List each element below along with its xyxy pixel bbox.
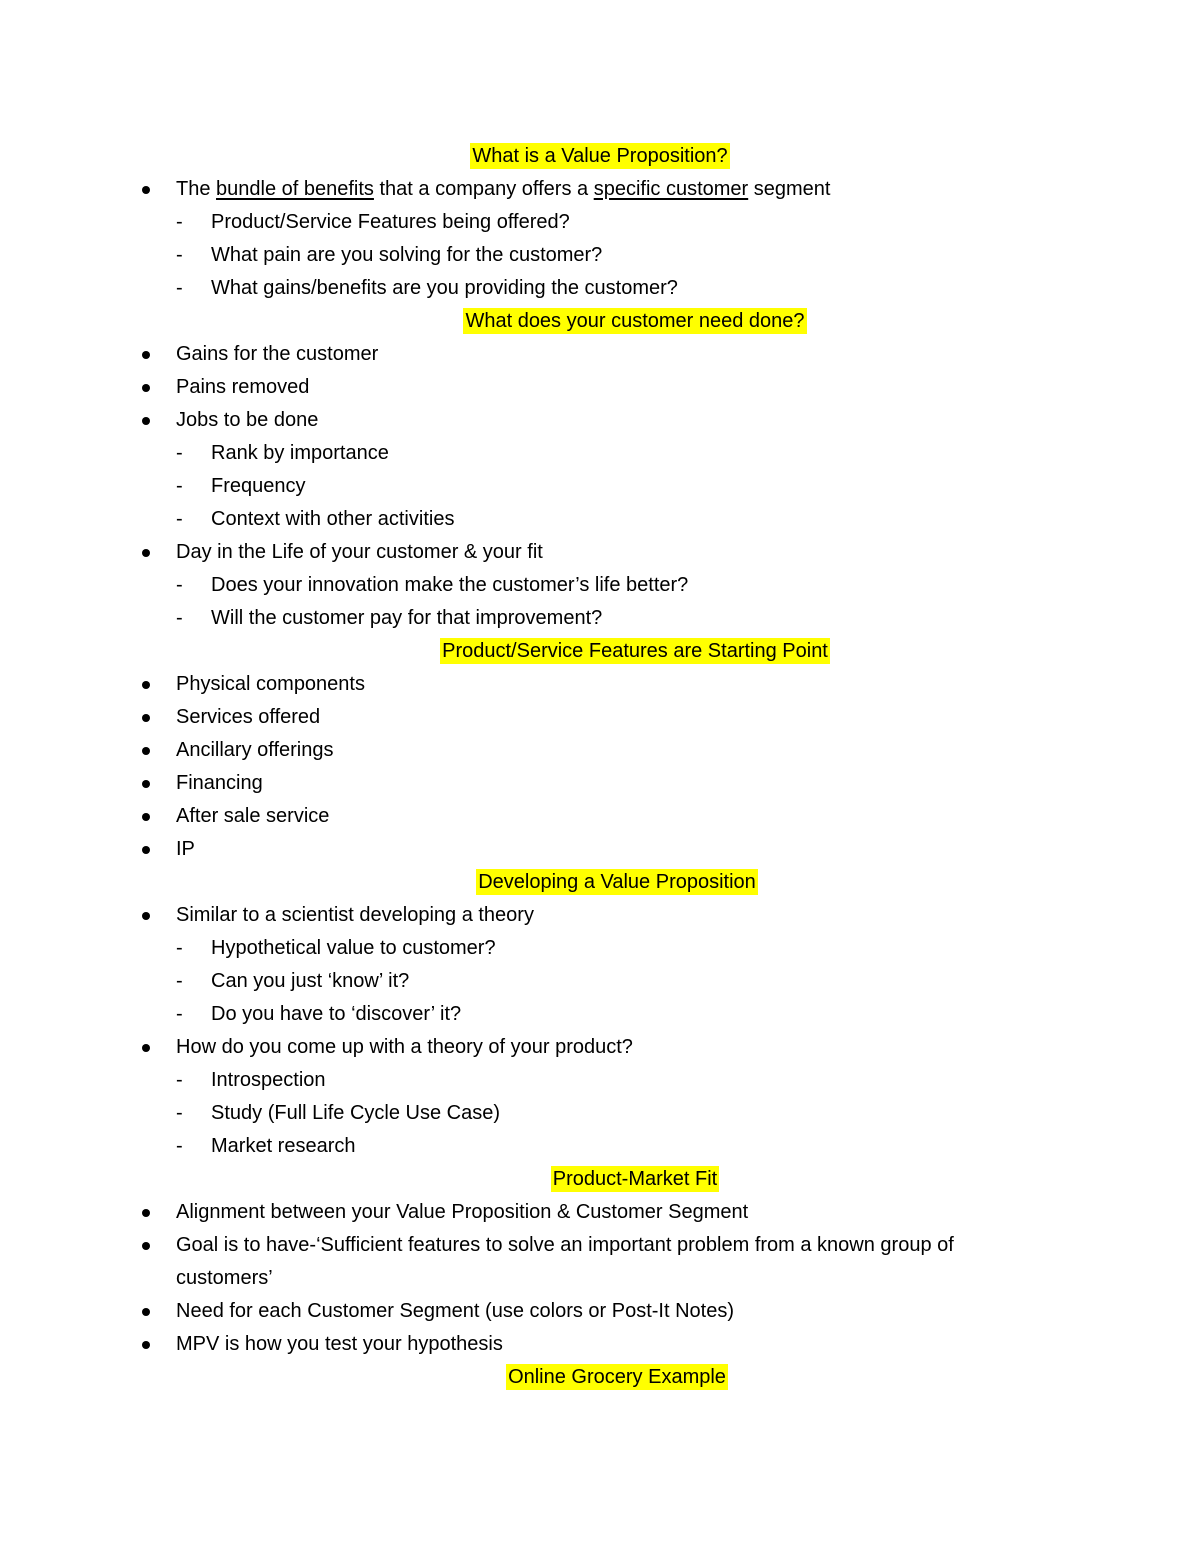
dash-marker: - (176, 475, 183, 497)
bullet-icon (142, 1341, 150, 1349)
heading-features-starting-point (0, 635, 1200, 668)
sub-list-item (0, 569, 1200, 602)
bullet-icon (142, 549, 150, 557)
list-item (0, 767, 1200, 800)
dash-marker: - (176, 1102, 183, 1124)
dash-marker: - (176, 1003, 183, 1025)
bullet-icon (142, 813, 150, 821)
bullet-icon (142, 714, 150, 722)
dash-marker: - (176, 277, 183, 299)
list-item-text: Similar to a scientist developing a theory (176, 904, 534, 926)
list-item (0, 800, 1200, 833)
list-item-text: Pains removed (176, 376, 310, 398)
sub-list-item-text: Hypothetical value to customer? (211, 937, 496, 959)
sub-list-item-text: Frequency (211, 475, 306, 497)
sub-list-item (0, 470, 1200, 503)
list-item-text: Gains for the customer (176, 343, 379, 365)
sub-list-item (0, 602, 1200, 635)
sub-list-item-text: Context with other activities (211, 508, 455, 530)
bullet-icon (142, 417, 150, 425)
bullet-icon (142, 912, 150, 920)
sub-list-item (0, 206, 1200, 239)
dash-marker: - (176, 574, 183, 596)
list-item (0, 1328, 1200, 1361)
list-item-text: Need for each Customer Segment (use colors or Post-It Notes) (176, 1300, 735, 1322)
bullet-icon (142, 351, 150, 359)
dash-marker: - (176, 1069, 183, 1091)
bullet-icon (142, 186, 150, 194)
dash-marker: - (176, 211, 183, 233)
list-item (0, 173, 1200, 206)
list-item (0, 338, 1200, 371)
highlighted-heading: Product-Market Fit (552, 1168, 718, 1190)
sub-list-item-text: Market research (211, 1135, 356, 1157)
list-item (0, 833, 1200, 866)
sub-list-item-text: Study (Full Life Cycle Use Case) (211, 1102, 500, 1124)
sub-list-item (0, 1097, 1200, 1130)
bullet-icon (142, 1242, 150, 1250)
underlined-text: specific customer (593, 178, 749, 200)
list-item (0, 1031, 1200, 1064)
list-item (0, 701, 1200, 734)
list-item-text: How do you come up with a theory of your product? (176, 1036, 633, 1058)
bullet-icon (142, 384, 150, 392)
sub-list-item-text: Rank by importance (211, 442, 389, 464)
list-item (0, 536, 1200, 569)
list-item-text: Services offered (176, 706, 321, 728)
sub-list-item (0, 272, 1200, 305)
list-item (0, 899, 1200, 932)
list-item-text: customers’ (176, 1267, 273, 1289)
heading-what-is-value-proposition (0, 140, 1200, 173)
list-item-text: Physical components (176, 673, 365, 695)
bullet-icon (142, 846, 150, 854)
list-item-text: Day in the Life of your customer & your fit (176, 541, 543, 563)
list-item-text: Jobs to be done (176, 409, 319, 431)
heading-developing-value-proposition (0, 866, 1200, 899)
highlighted-heading: Product/Service Features are Starting Point (442, 640, 828, 662)
sub-list-item (0, 932, 1200, 965)
sub-list-item-text: What pain are you solving for the customer? (211, 244, 603, 266)
dash-marker: - (176, 607, 183, 629)
list-item-text: The bundle of benefits that a company offers a specific customer segment (176, 178, 831, 200)
bullet-icon (142, 1044, 150, 1052)
dash-marker: - (176, 1135, 183, 1157)
sub-list-item-text: Can you just ‘know’ it? (211, 970, 410, 992)
dash-marker: - (176, 442, 183, 464)
list-item (0, 1295, 1200, 1328)
list-item (0, 1229, 1200, 1262)
underlined-text: bundle of benefits (216, 178, 374, 200)
sub-list-item (0, 1130, 1200, 1163)
sub-list-item (0, 965, 1200, 998)
list-item (0, 404, 1200, 437)
highlighted-heading: What does your customer need done? (465, 310, 805, 332)
dash-marker: - (176, 244, 183, 266)
list-item-text: Financing (176, 772, 263, 794)
bullet-icon (142, 1209, 150, 1217)
list-item-text: MPV is how you test your hypothesis (176, 1333, 503, 1355)
dash-marker: - (176, 508, 183, 530)
sub-list-item (0, 239, 1200, 272)
sub-list-item-text: Will the customer pay for that improvement? (211, 607, 603, 629)
highlighted-heading: Online Grocery Example (508, 1366, 726, 1388)
highlighted-heading: What is a Value Proposition? (472, 145, 728, 167)
bullet-icon (142, 780, 150, 788)
sub-list-item-text: What gains/benefits are you providing the customer? (211, 277, 678, 299)
heading-online-grocery-example (0, 1361, 1200, 1394)
list-item-continuation (0, 1262, 1200, 1295)
heading-product-market-fit (0, 1163, 1200, 1196)
list-item-text: Ancillary offerings (176, 739, 334, 761)
list-item-text: IP (176, 838, 195, 860)
bullet-icon (142, 681, 150, 689)
sub-list-item (0, 503, 1200, 536)
sub-list-item-text: Product/Service Features being offered? (211, 211, 570, 233)
sub-list-item-text: Introspection (211, 1069, 326, 1091)
sub-list-item (0, 998, 1200, 1031)
dash-marker: - (176, 937, 183, 959)
bullet-icon (142, 1308, 150, 1316)
sub-list-item-text: Does your innovation make the customer’s life better? (211, 574, 689, 596)
sub-list-item (0, 437, 1200, 470)
list-item-text: Goal is to have-‘Sufficient features to solve an important problem from a known group of (176, 1234, 954, 1256)
list-item (0, 1196, 1200, 1229)
dash-marker: - (176, 970, 183, 992)
list-item (0, 734, 1200, 767)
list-item-text: After sale service (176, 805, 330, 827)
sub-list-item-text: Do you have to ‘discover’ it? (211, 1003, 462, 1025)
bullet-icon (142, 747, 150, 755)
heading-customer-need-done (0, 305, 1200, 338)
list-item-text: Alignment between your Value Proposition & Customer Segment (176, 1201, 749, 1223)
sub-list-item (0, 1064, 1200, 1097)
list-item (0, 668, 1200, 701)
highlighted-heading: Developing a Value Proposition (478, 871, 756, 893)
list-item (0, 371, 1200, 404)
